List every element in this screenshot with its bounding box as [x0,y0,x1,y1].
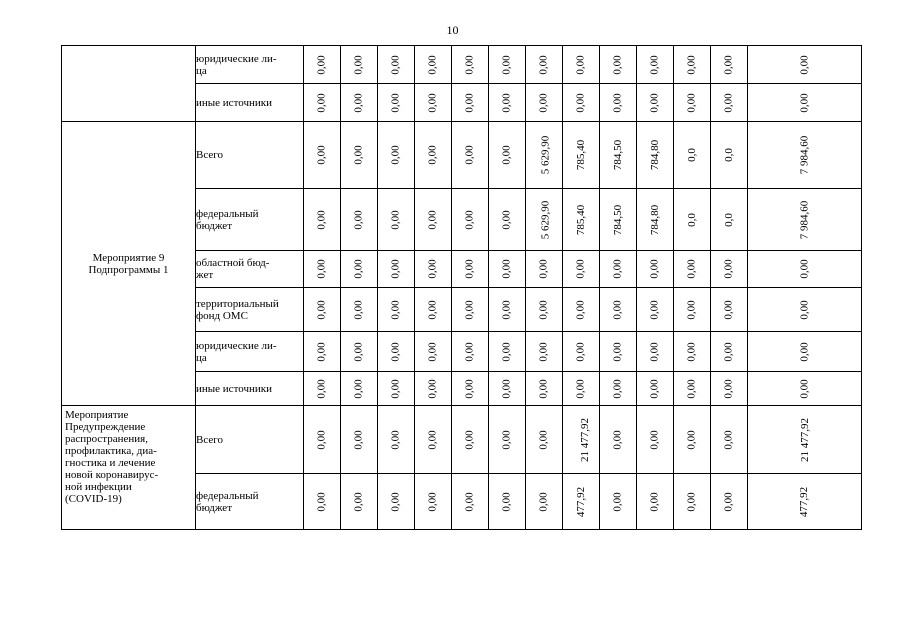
value-cell [526,251,563,288]
value-cell [748,332,862,372]
value-cell [378,84,415,122]
value-text: 0,00 [390,491,402,512]
value-cell [637,474,674,530]
value-text: 0,00 [798,341,811,362]
value-text: 7 984,60 [798,135,811,175]
value-cell [489,474,526,530]
value-cell [489,122,526,189]
value-text: 0,00 [390,259,402,279]
value-cell [637,84,674,122]
event-name-cell: Мероприятие Предупреждение распространения, профилактика, диа- гностика и лечение новой коронавирус- ной инфекции (COVID-19) [62,406,196,530]
value-text: 0,00 [501,209,513,230]
value-cell [637,122,674,189]
value-text: 0,00 [612,259,624,279]
value-text: 0,00 [612,429,624,450]
value-cell [452,84,489,122]
funding-source-cell: Всего [196,406,304,474]
funding-source-cell: юридические ли- ца [196,46,304,84]
value-cell [304,474,341,530]
value-text: 0,00 [316,491,328,512]
value-text: 0,00 [427,209,439,230]
value-cell [452,474,489,530]
value-cell [452,372,489,406]
value-text: 0,00 [464,92,476,113]
value-cell [637,46,674,84]
value-cell [674,189,711,251]
value-cell [563,84,600,122]
value-text: 0,00 [464,259,476,279]
value-text: 784,50 [612,139,624,171]
value-cell [452,251,489,288]
value-text: 0,00 [612,378,624,399]
value-text: 0,00 [538,491,550,512]
value-text: 0,00 [798,299,811,320]
value-cell [600,474,637,530]
value-text: 5 629,90 [539,200,552,239]
value-cell [563,288,600,332]
value-cell [563,372,600,406]
value-text: 0,00 [390,92,402,113]
value-text: 0,00 [427,341,439,362]
value-cell [341,288,378,332]
value-text: 0,00 [427,54,439,75]
value-text: 0,00 [686,259,698,279]
value-cell [600,288,637,332]
value-text: 0,00 [427,299,439,320]
table-row [62,46,862,84]
value-cell [748,46,862,84]
value-cell [378,189,415,251]
funding-source-cell: федеральный бюджет [196,189,304,251]
value-cell [489,406,526,474]
value-text: 0,00 [353,429,365,450]
value-text: 0,00 [353,491,365,512]
value-cell [415,372,452,406]
value-cell [489,46,526,84]
budget-table-body [62,46,862,530]
value-cell [341,332,378,372]
value-cell [674,288,711,332]
value-cell [415,474,452,530]
value-text: 0,00 [538,299,550,320]
value-text: 0,00 [575,341,587,362]
table-row [62,406,862,474]
value-text: 784,80 [649,204,661,235]
value-text: 0,00 [501,54,513,75]
value-text: 0,00 [316,341,328,362]
value-text: 0,00 [612,299,624,320]
value-cell [304,84,341,122]
value-cell [304,251,341,288]
value-cell [304,406,341,474]
value-text: 0,00 [316,259,328,279]
value-text: 21 477,92 [798,417,811,462]
value-text: 0,00 [353,54,365,75]
value-cell [452,46,489,84]
value-text: 785,40 [575,204,587,235]
value-text: 0,00 [798,54,811,75]
value-cell [526,189,563,251]
value-text: 0,00 [464,429,476,450]
value-text: 0,00 [723,378,735,399]
value-text: 0,00 [686,299,698,320]
value-cell [304,332,341,372]
funding-source-cell: областной бюд- жет [196,251,304,288]
value-text: 0,00 [723,341,735,362]
value-text: 0,00 [538,92,550,113]
value-cell [600,332,637,372]
funding-source-cell: Всего [196,122,304,189]
value-text: 0,00 [612,54,624,75]
value-cell [748,474,862,530]
value-cell [637,332,674,372]
value-cell [563,332,600,372]
value-cell [748,372,862,406]
value-text: 0,00 [353,259,365,279]
value-cell [563,46,600,84]
value-text: 0,00 [649,378,661,399]
value-cell [711,406,748,474]
value-text: 0,00 [575,92,587,113]
funding-source-cell: иные источники [196,84,304,122]
value-cell [304,189,341,251]
value-cell [378,406,415,474]
table-row [62,122,862,189]
value-cell [600,46,637,84]
value-cell [674,46,711,84]
value-cell [378,122,415,189]
value-text: 0,00 [464,341,476,362]
value-cell [378,372,415,406]
value-text: 0,00 [464,378,476,399]
value-text: 0,00 [427,491,439,512]
value-cell [748,122,862,189]
value-text: 0,00 [316,299,328,320]
value-cell [600,372,637,406]
value-text: 0,00 [575,54,587,75]
value-cell [637,288,674,332]
value-cell [711,332,748,372]
value-text: 0,00 [798,259,811,279]
value-cell [415,46,452,84]
value-text: 0,00 [427,378,439,399]
value-text: 0,00 [612,92,624,113]
value-text: 0,00 [501,378,513,399]
value-text: 0,00 [427,259,439,279]
value-text: 0,00 [353,299,365,320]
value-text: 0,00 [798,378,811,399]
value-cell [526,122,563,189]
value-text: 0,00 [353,209,365,230]
funding-source-cell: федеральный бюджет [196,474,304,530]
value-cell [304,288,341,332]
funding-source-cell: территориальный фонд ОМС [196,288,304,332]
value-cell [489,332,526,372]
value-text: 0,0 [723,212,735,227]
value-text: 0,00 [538,54,550,75]
value-text: 0,00 [686,491,698,512]
value-cell [600,406,637,474]
value-cell [563,122,600,189]
value-text: 0,00 [353,92,365,113]
value-text: 0,00 [316,92,328,113]
value-text: 0,00 [649,54,661,75]
value-text: 0,00 [538,378,550,399]
value-text: 7 984,60 [798,200,811,239]
value-text: 0,00 [686,54,698,75]
value-text: 0,00 [316,209,328,230]
value-text: 0,00 [464,54,476,75]
value-cell [711,372,748,406]
value-cell [637,251,674,288]
value-cell [526,46,563,84]
value-cell [600,251,637,288]
event-name-cell [62,46,196,122]
value-cell [711,122,748,189]
value-cell [489,372,526,406]
value-cell [526,84,563,122]
value-text: 0,00 [649,92,661,113]
value-cell [341,406,378,474]
value-cell [748,84,862,122]
value-cell [415,406,452,474]
value-text: 0,00 [501,491,513,512]
value-cell [415,122,452,189]
value-cell [415,332,452,372]
value-text: 5 629,90 [539,135,552,175]
value-cell [341,474,378,530]
value-text: 0,00 [390,341,402,362]
page-number: 10 [446,23,459,37]
value-text: 0,00 [390,54,402,75]
value-text: 0,00 [649,491,661,512]
value-text: 0,00 [649,299,661,320]
value-cell [711,474,748,530]
value-text: 0,00 [723,92,735,113]
value-text: 0,00 [390,145,402,165]
value-text: 0,00 [538,429,550,450]
value-cell [526,406,563,474]
value-text: 0,0 [686,212,698,227]
value-text: 784,50 [612,204,624,235]
value-cell [526,474,563,530]
value-cell [489,84,526,122]
value-cell [674,474,711,530]
value-text: 21 477,92 [579,417,591,462]
value-cell [563,406,600,474]
value-cell [452,288,489,332]
value-text: 784,80 [649,139,661,171]
value-cell [600,84,637,122]
value-text: 0,00 [612,341,624,362]
value-cell [304,46,341,84]
value-cell [341,372,378,406]
value-text: 0,00 [686,429,698,450]
value-cell [378,251,415,288]
value-text: 0,00 [390,209,402,230]
value-text: 0,00 [316,145,328,165]
value-cell [748,251,862,288]
value-text: 0,00 [464,209,476,230]
value-cell [674,332,711,372]
value-text: 0,00 [686,341,698,362]
value-cell [452,332,489,372]
value-cell [563,251,600,288]
budget-table [61,45,862,530]
value-cell [526,372,563,406]
value-cell [341,84,378,122]
value-cell [304,372,341,406]
value-text: 0,00 [649,259,661,279]
value-cell [415,288,452,332]
value-text: 0,00 [353,341,365,362]
value-cell [637,189,674,251]
value-text: 0,00 [723,429,735,450]
value-text: 0,00 [723,259,735,279]
value-cell [489,288,526,332]
value-cell [415,84,452,122]
value-cell [563,189,600,251]
value-cell [637,406,674,474]
value-cell [304,122,341,189]
value-text: 0,00 [649,429,661,450]
value-text: 785,40 [575,139,587,171]
value-cell [674,122,711,189]
value-cell [341,46,378,84]
value-cell [452,406,489,474]
value-cell [637,372,674,406]
value-text: 477,92 [575,486,587,517]
value-text: 0,00 [686,92,698,113]
value-cell [748,406,862,474]
value-text: 0,00 [390,429,402,450]
value-text: 0,00 [464,491,476,512]
value-cell [674,251,711,288]
value-cell [674,84,711,122]
value-cell [378,474,415,530]
value-text: 477,92 [798,486,811,517]
value-cell [600,122,637,189]
value-cell [489,251,526,288]
value-text: 0,00 [427,145,439,165]
value-cell [341,251,378,288]
value-text: 0,00 [390,378,402,399]
event-name-cell: Мероприятие 9 Подпрограммы 1 [62,122,196,406]
value-cell [711,84,748,122]
value-text: 0,00 [798,92,811,113]
value-text: 0,00 [575,259,587,279]
value-cell [711,46,748,84]
value-text: 0,00 [575,378,587,399]
value-text: 0,00 [686,378,698,399]
value-text: 0,00 [316,378,328,399]
value-cell [378,332,415,372]
value-text: 0,00 [501,259,513,279]
value-text: 0,0 [723,148,735,162]
value-text: 0,00 [501,145,513,165]
value-text: 0,00 [316,54,328,75]
value-cell [378,46,415,84]
value-cell [415,251,452,288]
value-cell [452,122,489,189]
value-text: 0,00 [538,259,550,279]
value-text: 0,00 [353,378,365,399]
value-cell [711,251,748,288]
value-text: 0,00 [612,491,624,512]
value-cell [341,122,378,189]
value-cell [489,189,526,251]
value-cell [452,189,489,251]
value-cell [600,189,637,251]
value-text: 0,00 [427,92,439,113]
value-text: 0,0 [686,148,698,162]
value-cell [341,189,378,251]
value-cell [415,189,452,251]
value-cell [526,332,563,372]
value-text: 0,00 [501,429,513,450]
value-cell [748,288,862,332]
value-text: 0,00 [427,429,439,450]
value-text: 0,00 [575,299,587,320]
value-cell [674,406,711,474]
value-text: 0,00 [316,429,328,450]
value-cell [711,288,748,332]
value-text: 0,00 [464,145,476,165]
value-text: 0,00 [538,341,550,362]
value-cell [378,288,415,332]
value-text: 0,00 [649,341,661,362]
value-text: 0,00 [501,299,513,320]
value-text: 0,00 [464,299,476,320]
value-text: 0,00 [501,92,513,113]
value-text: 0,00 [723,491,735,512]
value-cell [526,288,563,332]
value-text: 0,00 [390,299,402,320]
value-cell [674,372,711,406]
value-text: 0,00 [501,341,513,362]
value-text: 0,00 [723,54,735,75]
funding-source-cell: иные источники [196,372,304,406]
value-text: 0,00 [723,299,735,320]
value-text: 0,00 [353,145,365,165]
value-cell [563,474,600,530]
funding-source-cell: юридические ли- ца [196,332,304,372]
value-cell [711,189,748,251]
value-cell [748,189,862,251]
